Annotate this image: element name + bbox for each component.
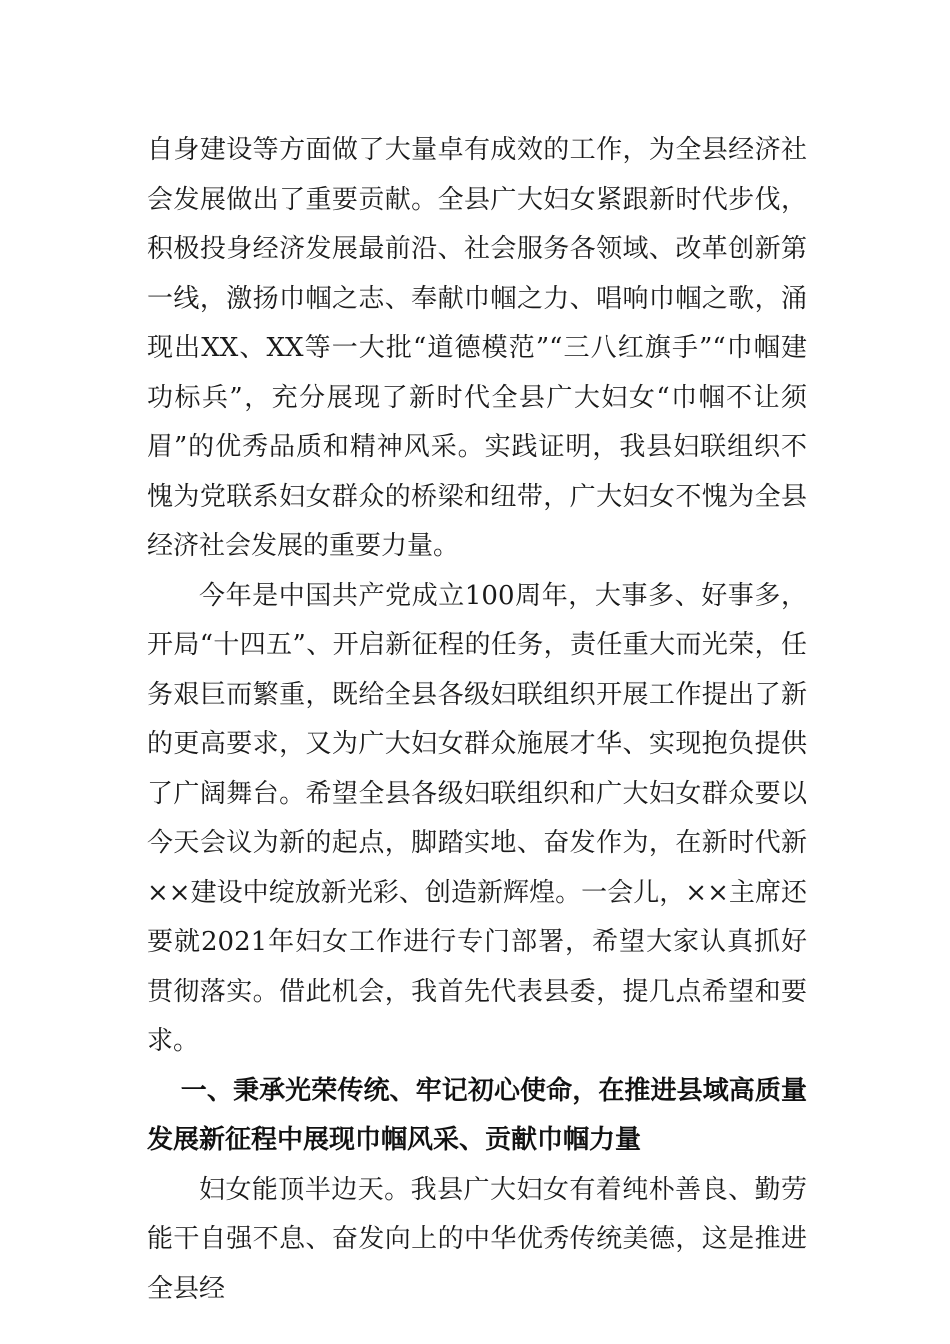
paragraph-centenary-year: 今年是中国共产党成立100周年，大事多、好事多，开局“十四五”、开启新征程的任务，责任重大而光荣，任务艰巨而繁重，既给全县各级妇联组织开展工作提出了新的更高要求，又为广大妇女群众施展才华、实现抱负提供了广阔舞台。希望全县各级妇联组织和广大妇女群众要以今天会议为新的起点，脚踏实地、奋发作为，在新时代新××建设中绽放新光彩、创造新辉煌。一会儿，××主席还要就2021年妇女工作进行专门部署，希望大家认真抓好贯彻落实。借此机会，我首先代表县委，提几点希望和要求。 xyxy=(147,580,807,1056)
section-heading-one: 一、秉承光荣传统、牢记初心使命，在推进县域高质量发展新征程中展现巾帼风采、贡献巾帼力量 xyxy=(147,1075,807,1155)
paragraph-women-contributions: 自身建设等方面做了大量卓有成效的工作，为全县经济社会发展做出了重要贡献。全县广大妇女紧跟新时代步伐，积极投身经济发展最前沿、社会服务各领域、改革创新第一线，激扬巾帼之志、奉献巾帼之力、唱响巾帼之歌，涌现出XX、XX等一大批“道德模范”“三八红旗手”“巾帼建功标兵”，充分展现了新时代全县广大妇女“巾帼不让须眉”的优秀品质和精神风采。实践证明，我县妇联组织不愧为党联系妇女群众的桥梁和纽带，广大妇女不愧为全县经济社会发展的重要力量。 xyxy=(147,135,807,561)
paragraph-half-the-sky: 妇女能顶半边天。我县广大妇女有着纯朴善良、勤劳能干自强不息、奋发向上的中华优秀传统美德，这是推进全县经 xyxy=(147,1174,807,1304)
document-body xyxy=(147,126,807,1314)
